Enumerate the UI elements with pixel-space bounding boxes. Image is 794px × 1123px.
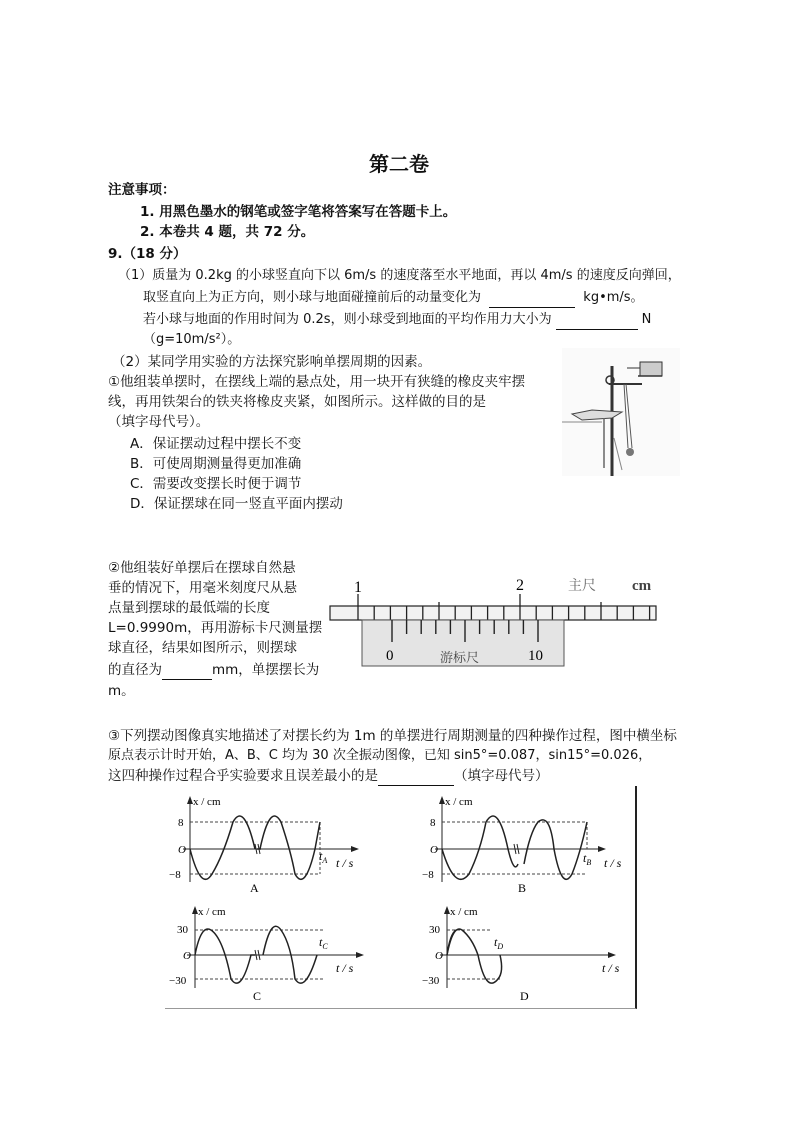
main-scale-label-2: 2: [516, 577, 524, 594]
graph-a-tmark: $t_A$: [319, 849, 328, 865]
page-title: 第二卷: [369, 152, 429, 176]
q9-part2-step2-line5: 球直径，结果如图所示，则摆球: [108, 640, 297, 656]
option-a: A．保证摆动过程中摆长不变: [130, 436, 302, 452]
vernier-scale-name: 游标尺: [440, 650, 480, 665]
q9-part2-step2-line1: ②他组装好单摆后在摆球自然悬: [108, 560, 296, 576]
q9-part2-step2-line7: m。: [108, 683, 135, 699]
graph-c-bottom: −30: [169, 975, 187, 987]
graph-a-xlabel: t / s: [336, 856, 354, 870]
graph-a-top: 8: [178, 817, 184, 829]
main-scale-name: 主尺: [568, 579, 596, 594]
q9-part2-step1-line2: 线，再用铁架台的铁夹将橡皮夹紧，如图所示。这样做的目的是: [108, 394, 486, 410]
q9-part2-step2-line4: L=0.9990m，再用游标卡尺测量摆: [108, 620, 323, 636]
notes-item-1: 1. 用黑色墨水的钢笔或签字笔将答案写在答题卡上。: [140, 204, 457, 220]
question-9-header: 9.（18 分）: [108, 246, 187, 262]
graph-b-name: B: [518, 881, 527, 895]
graph-d-tmark: $t_D$: [494, 935, 504, 951]
q9-part2-step3-line3-text: 这四种操作过程合乎实验要求且误差最小的是: [108, 768, 378, 784]
q9-part2-step2-line2: 垂的情况下，用毫米刻度尺从悬: [108, 580, 297, 596]
graph-b: [422, 792, 632, 896]
graph-b-tmark: $t_B$: [583, 851, 592, 867]
graph-d-xlabel: t / s: [602, 961, 620, 975]
vernier-label-0: 0: [386, 648, 394, 664]
q9-part1-line4: （g=10m/s²）。: [143, 332, 241, 347]
q9-part1-line3-text: 若小球与地面的作用时间为 0.2s，则小球受到地面的平均作用力大小为: [143, 312, 552, 327]
graph-d-bottom: −30: [422, 975, 440, 987]
graph-c-xlabel: t / s: [336, 961, 354, 975]
graph-c-tmark: $t_C$: [319, 935, 328, 951]
q9-part1-line3-unit: N: [641, 312, 652, 327]
pendulum-stand-figure: [562, 348, 680, 476]
q9-part1-line2: [143, 288, 644, 308]
answer-blank-best-option[interactable]: [378, 771, 454, 786]
q9-part2-step2-line6-text: 的直径为: [108, 662, 162, 678]
q9-part2-step3-line2: 原点表示计时开始，A、B、C 均为 30 次全振动图像，已知 sin5°=0.087，sin15°=0.026，: [108, 748, 652, 763]
graph-a-name: A: [250, 881, 259, 895]
notes-item-2: 2. 本卷共 4 题，共 72 分。: [140, 224, 315, 240]
notes-heading: 注意事项：: [108, 182, 176, 198]
graph-a: [165, 792, 375, 896]
unit-label: cm: [632, 578, 652, 594]
graph-c: [165, 904, 375, 1004]
q9-part2-step3-line3: [108, 766, 549, 786]
q9-part1-line2-text: 取竖直向上为正方向，则小球与地面碰撞前后的动量变化为: [143, 290, 482, 305]
graph-c-ylabel: x / cm: [198, 906, 226, 918]
graph-b-xlabel: t / s: [604, 856, 622, 870]
q9-part2-step2-line6-unit: mm，单摆摆长为: [212, 662, 320, 678]
graph-a-origin: O: [178, 844, 186, 856]
q9-part2-step3-line3-unit: （填字母代号）: [454, 768, 549, 784]
graph-b-origin: O: [430, 844, 438, 856]
answer-blank-diameter[interactable]: [162, 665, 212, 680]
q9-part2-step2-line3: 点量到摆球的最低端的长度: [108, 600, 270, 616]
graph-d: [422, 904, 632, 1004]
graph-b-bottom: −8: [422, 869, 434, 881]
answer-blank-force[interactable]: [556, 315, 638, 330]
graph-c-origin: O: [183, 950, 191, 962]
graph-b-top: 8: [430, 817, 436, 829]
option-d: D．保证摆球在同一竖直平面内摆动: [130, 496, 343, 512]
answer-blank-momentum[interactable]: [489, 293, 575, 308]
graph-a-ylabel: x / cm: [193, 796, 221, 808]
q9-part2-step3-line1: ③下列摆动图像真实地描述了对摆长约为 1m 的单摆进行周期测量的四种操作过程，图中横坐标: [108, 728, 677, 744]
option-b: B．可使周期测量得更加准确: [130, 456, 302, 472]
graph-c-top: 30: [177, 924, 188, 936]
graph-d-top: 30: [429, 924, 440, 936]
q9-part2-step1-line1: ①他组装单摆时，在摆线上端的悬点处，用一块开有狭缝的橡皮夹牢摆: [108, 374, 526, 390]
q9-part2-step2-line6: [108, 660, 319, 680]
graph-a-bottom: −8: [169, 869, 181, 881]
q9-part2-header: （2）某同学用实验的方法探究影响单摆周期的因素。: [112, 354, 432, 370]
q9-part1-line3: [143, 310, 651, 330]
graph-d-origin: O: [435, 950, 443, 962]
q9-part1-line2-unit: kg•m/s。: [583, 290, 644, 305]
graph-b-ylabel: x / cm: [445, 796, 473, 808]
vernier-caliper-figure: [322, 562, 662, 680]
option-c: C．需要改变摆长时便于调节: [130, 476, 302, 492]
graph-d-ylabel: x / cm: [450, 906, 478, 918]
graph-c-name: C: [253, 989, 262, 1003]
q9-part1-line1: （1）质量为 0.2kg 的小球竖直向下以 6m/s 的速度落至水平地面，再以 4m/s 的速度反向弹回，: [118, 268, 681, 283]
q9-part2-step1-line3: （填字母代号）。: [108, 414, 210, 430]
graph-d-name: D: [520, 989, 529, 1003]
main-scale-label-1: 1: [354, 579, 362, 596]
vernier-label-10: 10: [528, 648, 543, 664]
